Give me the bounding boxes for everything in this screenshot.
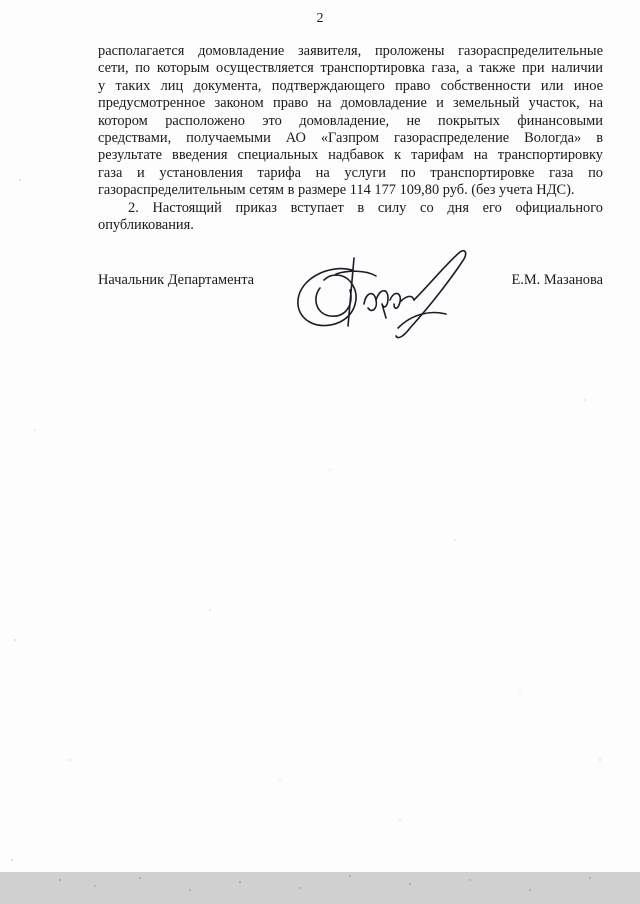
text-line: предусмотренное законом право на домовладение и земельный участок, на xyxy=(98,95,603,112)
text-line: располагается домовладение заявителя, проложены газораспределительные xyxy=(98,43,603,59)
page-number: 2 xyxy=(316,11,324,26)
paragraph-1 xyxy=(98,43,603,200)
text-line: газа и установления тарифа на услуги по транспортировке газа по xyxy=(98,164,603,181)
text-line: результате введения специальных надбавок к тарифам на транспортировку xyxy=(98,147,603,164)
text-line: сети, по которым осуществляется транспортировка газа, а также при наличии xyxy=(98,60,603,77)
text-line: котором расположено это домовладение, не покрытых финансовыми xyxy=(98,112,603,129)
text-line: опубликования. xyxy=(98,217,194,234)
handwritten-signature xyxy=(290,244,480,349)
document-body xyxy=(98,43,603,234)
text-line: 2. Настоящий приказ вступает в силу со дня его официального xyxy=(128,199,603,216)
text-line: средствами, получаемыми АО «Газпром газораспределение Вологда» в xyxy=(98,130,603,147)
position-title: Начальник Департамента xyxy=(98,272,255,288)
signatory-name: Е.М. Мазанова xyxy=(511,272,603,288)
text-line: у таких лиц документа, подтверждающего право собственности или иное xyxy=(98,77,603,94)
text-line: газораспределительным сетям в размере 114 177 109,80 руб. (без учета НДС). xyxy=(98,182,575,199)
paragraph-2 xyxy=(98,200,603,235)
